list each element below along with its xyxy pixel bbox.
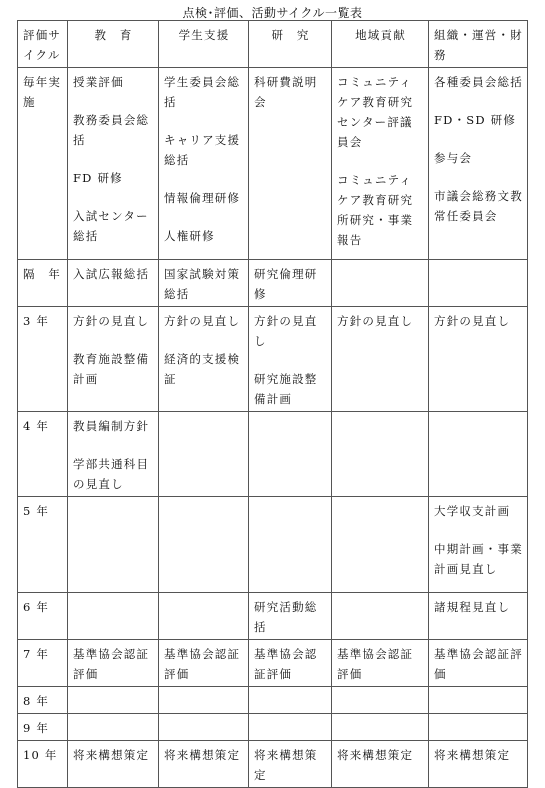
header-community: 地域貢献 [332, 21, 429, 68]
community-cell [332, 714, 429, 741]
community-cell [332, 687, 429, 714]
education-cell [68, 640, 159, 687]
cell-item: 教員編制方針 [73, 419, 150, 433]
research-cell [249, 687, 332, 714]
community-cell [332, 412, 429, 497]
cell-item: 基準協会認証評価 [254, 647, 318, 681]
cell-item: 情報倫理研修 [164, 191, 241, 205]
cell-item: 経済的支援検証 [164, 352, 241, 386]
cell-item: FD・SD 研修 [434, 113, 517, 127]
table-row [18, 412, 528, 497]
student-cell [159, 714, 249, 741]
cell-item: 授業評価 [73, 75, 124, 89]
cell-item: 将来構想策定 [73, 748, 150, 762]
cell-item: 国家試験対策総括 [164, 267, 241, 301]
education-cell [68, 714, 159, 741]
cell-item: 方針の見直し [164, 314, 241, 328]
org-cell [429, 412, 528, 497]
table-row [18, 741, 528, 788]
education-cell [68, 687, 159, 714]
header-education: 教 育 [68, 21, 159, 68]
org-cell [429, 640, 528, 687]
cell-item: 研究倫理研修 [254, 267, 318, 301]
community-cell [332, 68, 429, 260]
education-cell [68, 412, 159, 497]
cell-item: 学生委員会総括 [164, 75, 241, 109]
org-cell [429, 260, 528, 307]
student-cell [159, 307, 249, 412]
org-cell [429, 307, 528, 412]
cell-item: 教務委員会総括 [73, 113, 150, 147]
header-research: 研 究 [249, 21, 332, 68]
table-row [18, 68, 528, 260]
cycle-cell: 隔 年 [18, 260, 68, 307]
cycle-cell: 4 年 [18, 412, 68, 497]
student-cell [159, 68, 249, 260]
cell-item: 中期計画・事業計画見直し [434, 542, 523, 576]
research-cell [249, 260, 332, 307]
cell-item: 諸規程見直し [434, 600, 511, 614]
student-cell [159, 741, 249, 788]
research-cell [249, 741, 332, 788]
cell-item: 研究活動総括 [254, 600, 318, 634]
cell-item: 基準協会認証評価 [434, 647, 523, 681]
cell-item: 研究施設整備計画 [254, 372, 318, 406]
cell-item: コミュニティケア教育研究センター評議員会 [337, 75, 414, 149]
cell-item: キャリア支援総括 [164, 133, 241, 167]
org-cell [429, 593, 528, 640]
header-cycle: 評価サイクル [18, 21, 68, 68]
student-cell [159, 260, 249, 307]
header-organization: 組織・運営・財務 [429, 21, 528, 68]
cell-item: 基準協会認証評価 [337, 647, 414, 681]
community-cell [332, 593, 429, 640]
cycle-cell: 毎年実施 [18, 68, 68, 260]
cell-item: FD 研修 [73, 171, 123, 185]
student-cell [159, 412, 249, 497]
page-title: 点検･評価、活動サイクル一覧表 [182, 6, 363, 20]
cell-item: 参与会 [434, 151, 473, 165]
cycle-table [17, 20, 528, 788]
table-row [18, 714, 528, 741]
research-cell [249, 714, 332, 741]
org-cell [429, 68, 528, 260]
education-cell [68, 741, 159, 788]
cell-item: 学部共通科目の見直し [73, 457, 150, 491]
research-cell [249, 412, 332, 497]
cell-item: 市議会総務文教常任委員会 [434, 189, 523, 223]
cell-item: 方針の見直し [337, 314, 414, 328]
cell-item: 入試広報総括 [73, 267, 150, 281]
community-cell [332, 640, 429, 687]
org-cell [429, 497, 528, 593]
cell-item: 方針の見直し [73, 314, 150, 328]
education-cell [68, 68, 159, 260]
research-cell [249, 307, 332, 412]
cycle-cell: 3 年 [18, 307, 68, 412]
cell-item: 将来構想策定 [254, 748, 318, 782]
cell-item: 将来構想策定 [337, 748, 414, 762]
cell-item: 将来構想策定 [164, 748, 241, 762]
education-cell [68, 497, 159, 593]
cell-item: 方針の見直し [254, 314, 318, 348]
cell-item: 基準協会認証評価 [73, 647, 150, 681]
cell-item: 各種委員会総括 [434, 75, 523, 89]
table-row [18, 260, 528, 307]
cell-item: 科研費説明会 [254, 75, 318, 109]
table-row [18, 640, 528, 687]
community-cell [332, 260, 429, 307]
cell-item: コミュニティケア教育研究所研究・事業報告 [337, 173, 414, 247]
cycle-cell: 7 年 [18, 640, 68, 687]
table-row [18, 307, 528, 412]
org-cell [429, 714, 528, 741]
cell-item: 入試センター総括 [73, 209, 149, 243]
cycle-cell: 10 年 [18, 741, 68, 788]
community-cell [332, 741, 429, 788]
research-cell [249, 497, 332, 593]
table-row [18, 687, 528, 714]
table-body [18, 21, 528, 788]
header-row [18, 21, 528, 68]
community-cell [332, 497, 429, 593]
header-student-support: 学生支援 [159, 21, 249, 68]
cycle-cell: 5 年 [18, 497, 68, 593]
table-row [18, 497, 528, 593]
education-cell [68, 307, 159, 412]
education-cell [68, 260, 159, 307]
cycle-cell: 8 年 [18, 687, 68, 714]
community-cell [332, 307, 429, 412]
student-cell [159, 687, 249, 714]
cell-item: 基準協会認証評価 [164, 647, 241, 681]
cell-item: 将来構想策定 [434, 748, 511, 762]
org-cell [429, 741, 528, 788]
cell-item: 人権研修 [164, 229, 215, 243]
research-cell [249, 68, 332, 260]
education-cell [68, 593, 159, 640]
cell-item: 教育施設整備計画 [73, 352, 150, 386]
cycle-cell: 6 年 [18, 593, 68, 640]
cell-item: 方針の見直し [434, 314, 511, 328]
cycle-cell: 9 年 [18, 714, 68, 741]
research-cell [249, 640, 332, 687]
student-cell [159, 497, 249, 593]
table-row [18, 593, 528, 640]
research-cell [249, 593, 332, 640]
org-cell [429, 687, 528, 714]
student-cell [159, 593, 249, 640]
student-cell [159, 640, 249, 687]
cell-item: 大学収支計画 [434, 504, 511, 518]
